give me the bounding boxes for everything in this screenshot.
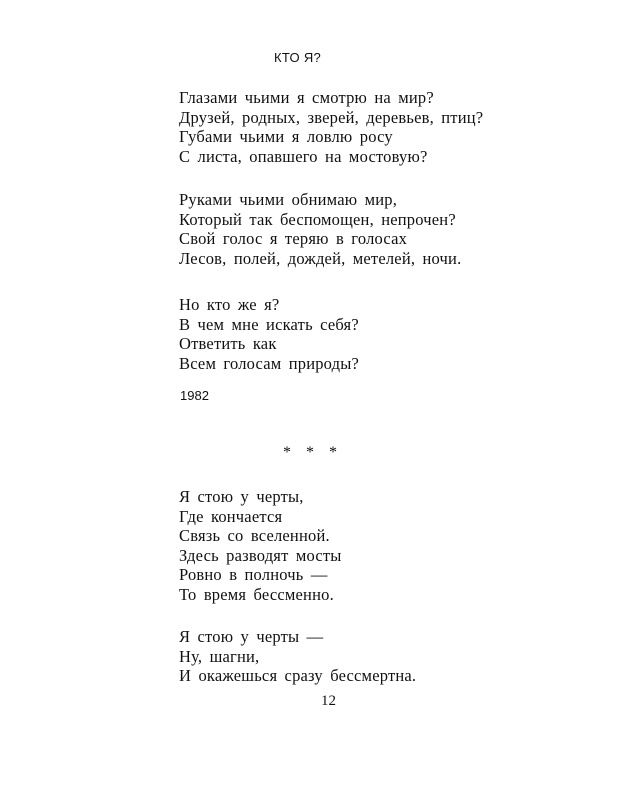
verse-line: Ну, шагни, [179, 646, 260, 666]
poem2-stanza-2 [179, 627, 416, 686]
verse-line: Здесь разводят мосты [179, 545, 342, 565]
poem-title: КТО Я? [274, 50, 322, 65]
verse-line: Всем голосам природы? [179, 353, 360, 373]
poem1-stanza-1 [179, 88, 483, 166]
verse-line: Глазами чьими я смотрю на мир? [179, 88, 434, 107]
verse-line: Губами чьими я ловлю росу [179, 127, 393, 147]
verse-line: Руками чьими обнимаю мир, [179, 190, 398, 209]
verse-line: Ответить как [179, 334, 277, 354]
verse-line: Где кончается [179, 506, 283, 526]
verse-line: Лесов, полей, дождей, метелей, ночи. [179, 248, 462, 268]
verse-line: Ровно в полночь — [179, 565, 328, 585]
verse-line: Но кто же я? [179, 295, 280, 314]
verse-line: То время бессменно. [179, 584, 334, 604]
verse-line: Который так беспомощен, непрочен? [179, 209, 456, 229]
verse-line: С листа, опавшего на мостовую? [179, 146, 428, 166]
poem1-stanza-3 [179, 295, 359, 373]
poem-year: 1982 [180, 388, 209, 403]
verse-line: И окажешься сразу бессмертна. [179, 666, 417, 686]
poem2-stanza-1 [179, 487, 342, 605]
verse-line: В чем мне искать себя? [179, 314, 359, 334]
page-number: 12 [321, 693, 336, 709]
poem1-stanza-2 [179, 190, 461, 268]
verse-line: Я стою у черты — [179, 627, 324, 646]
verse-line: Друзей, родных, зверей, деревьев, птиц? [179, 107, 484, 127]
verse-line: Свой голос я теряю в голосах [179, 229, 408, 249]
section-separator: * * * [283, 444, 338, 461]
verse-line: Я стою у черты, [179, 487, 304, 506]
verse-line: Связь со вселенной. [179, 526, 330, 546]
